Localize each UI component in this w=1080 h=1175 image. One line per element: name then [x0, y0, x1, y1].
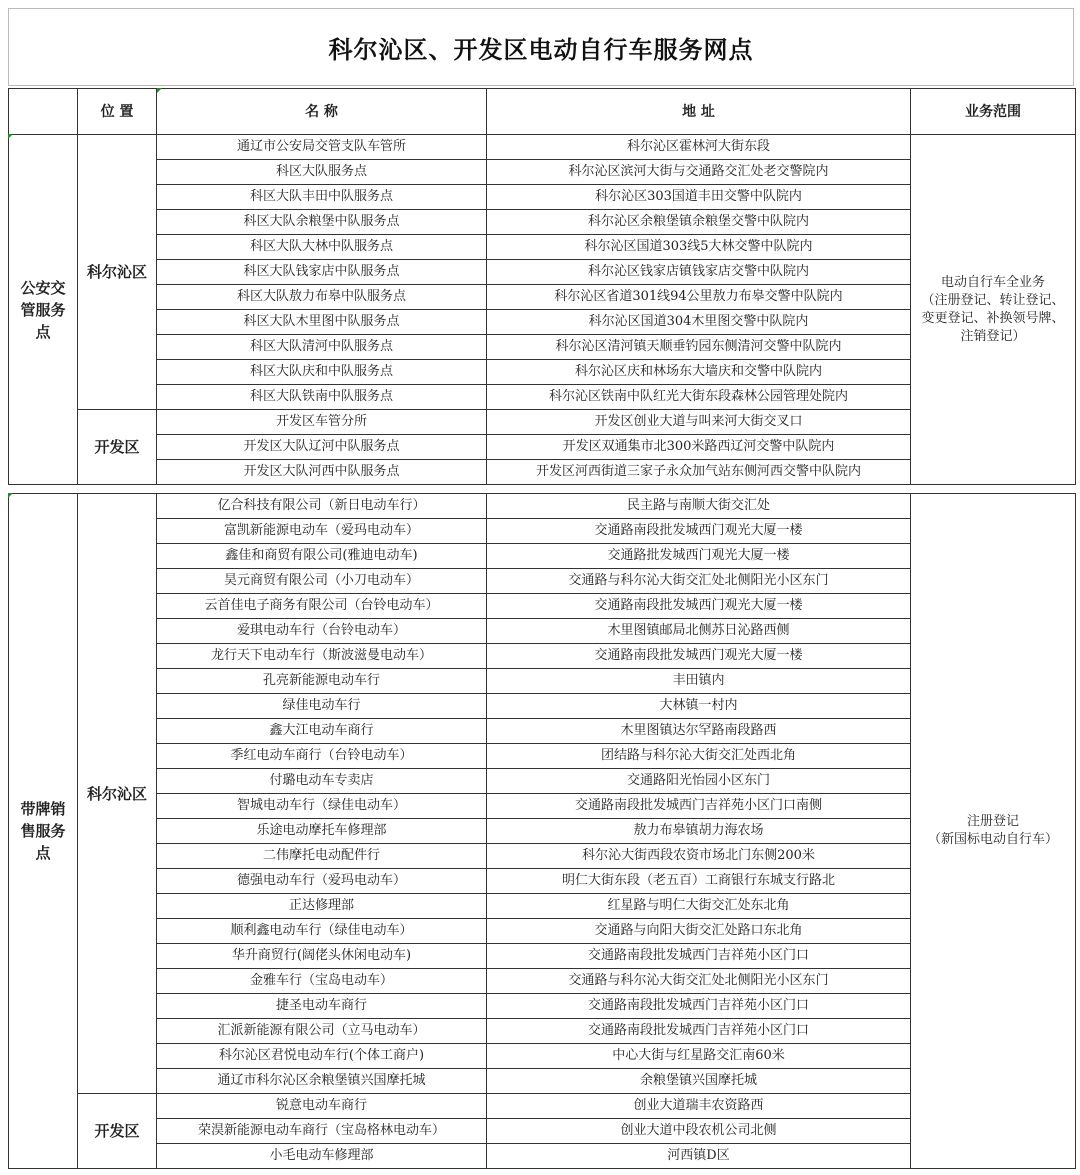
address-cell: 交通路批发城西门观光大厦一楼: [487, 544, 911, 569]
address-cell: 科尔沁区303国道丰田交警中队院内: [487, 185, 911, 210]
name-cell: 乐途电动摩托车修理部: [157, 819, 487, 844]
address-cell: 木里图镇邮局北侧苏日沁路西侧: [487, 619, 911, 644]
address-cell: 开发区双通集市北300米路西辽河交警中队院内: [487, 435, 911, 460]
police-category-cell: [9, 135, 78, 485]
address-cell: 开发区河西街道三家子永众加气站东侧河西交警中队院内: [487, 460, 911, 485]
document-title: 科尔沁区、开发区电动自行车服务网点: [8, 8, 1074, 86]
cell-corner-mark: [8, 493, 13, 498]
address-cell: 交通路南段批发城西门吉祥苑小区门口: [487, 1019, 911, 1044]
address-cell: 余粮堡镇兴国摩托城: [487, 1069, 911, 1094]
name-cell: 季红电动车商行（台铃电动车）: [157, 744, 487, 769]
name-cell: 金雅车行（宝岛电动车）: [157, 969, 487, 994]
name-cell: 爱琪电动车行（台铃电动车）: [157, 619, 487, 644]
cell-corner-mark: [157, 88, 162, 93]
address-cell: 科尔沁区铁南中队红光大街东段森林公园管理处院内: [487, 385, 911, 410]
dealer-service-table: [8, 493, 1076, 1169]
scope-line: 注销登记）: [960, 328, 1026, 344]
address-cell: 科尔沁区清河镇天顺垂钓园东侧清河交警中队院内: [487, 335, 911, 360]
header-name: 名 称: [157, 89, 487, 135]
address-cell: 科尔沁区国道304木里图交警中队院内: [487, 310, 911, 335]
header-category: [9, 89, 78, 135]
header-scope: 业务范围: [911, 89, 1076, 135]
address-cell: 中心大街与红星路交汇南60米: [487, 1044, 911, 1069]
address-cell: 木里图镇达尔罕路南段路西: [487, 719, 911, 744]
header-position: 位 置: [78, 89, 157, 135]
location-cell-kaifa: 开发区: [78, 1094, 157, 1169]
name-cell: 科尔沁区君悦电动车行(个体工商户): [157, 1044, 487, 1069]
name-cell: 正达修理部: [157, 894, 487, 919]
dealers-category-cell: [9, 494, 78, 1169]
address-cell: 团结路与科尔沁大街交汇处西北角: [487, 744, 911, 769]
address-cell: 科尔沁区霍林河大街东段: [487, 135, 911, 160]
address-cell: 敖力布皋镇胡力海农场: [487, 819, 911, 844]
address-cell: 创业大道中段农机公司北侧: [487, 1119, 911, 1144]
name-cell: 科区大队余粮堡中队服务点: [157, 210, 487, 235]
location-cell-kerqin: 科尔沁区: [78, 494, 157, 1094]
table-header: [8, 88, 1076, 135]
name-cell: 绿佳电动车行: [157, 694, 487, 719]
address-cell: 交通路南段批发城西门观光大厦一楼: [487, 519, 911, 544]
table-row: [9, 135, 1076, 160]
location-cell-kaifa: 开发区: [78, 410, 157, 485]
police-scope-cell: [911, 135, 1076, 485]
scope-line: （注册登记、转让登记、: [921, 292, 1065, 308]
address-cell: 河西镇D区: [487, 1144, 911, 1169]
address-cell: 交通路与科尔沁大街交汇处北侧阳光小区东门: [487, 969, 911, 994]
address-cell: 科尔沁区滨河大街与交通路交汇处老交警院内: [487, 160, 911, 185]
name-cell: 科区大队铁南中队服务点: [157, 385, 487, 410]
name-cell: 富凯新能源电动车（爱玛电动车）: [157, 519, 487, 544]
location-cell-kerqin: 科尔沁区: [78, 135, 157, 410]
name-cell: 智城电动车行（绿佳电动车）: [157, 794, 487, 819]
table-row: [9, 494, 1076, 519]
address-cell: 交通路南段批发城西门吉祥苑小区门口: [487, 994, 911, 1019]
name-cell: 开发区车管分所: [157, 410, 487, 435]
address-cell: 交通路南段批发城西门观光大厦一楼: [487, 644, 911, 669]
name-cell: 科区大队钱家店中队服务点: [157, 260, 487, 285]
name-cell: 通辽市科尔沁区余粮堡镇兴国摩托城: [157, 1069, 487, 1094]
address-cell: 民主路与南顺大街交汇处: [487, 494, 911, 519]
name-cell: 科区大队服务点: [157, 160, 487, 185]
header-row: [9, 89, 1076, 135]
address-cell: 科尔沁区国道303线5大林交警中队院内: [487, 235, 911, 260]
name-cell: 科区大队敖力布皋中队服务点: [157, 285, 487, 310]
scope-line: 变更登记、补换领号牌、: [921, 310, 1065, 326]
name-cell: 汇派新能源有限公司（立马电动车）: [157, 1019, 487, 1044]
address-cell: 创业大道瑞丰农资路西: [487, 1094, 911, 1119]
address-cell: 科尔沁区钱家店镇钱家店交警中队院内: [487, 260, 911, 285]
scope-line: 电动自行车全业务: [940, 274, 1045, 290]
name-cell: 科区大队清河中队服务点: [157, 335, 487, 360]
address-cell: 交通路南段批发城西门吉祥苑小区门口: [487, 944, 911, 969]
category-label: 公安交管服务点: [20, 278, 66, 341]
address-cell: 科尔沁大街西段农资市场北门东侧200米: [487, 844, 911, 869]
name-cell: 顺利鑫电动车行（绿佳电动车）: [157, 919, 487, 944]
address-cell: 明仁大街东段（老五百）工商银行东城支行路北: [487, 869, 911, 894]
name-cell: 荣淏新能源电动车商行（宝岛格林电动车）: [157, 1119, 487, 1144]
dealers-scope-cell: [911, 494, 1076, 1169]
category-label: 带牌销售服务点: [20, 800, 66, 862]
address-cell: 大林镇一村内: [487, 694, 911, 719]
name-cell: 鑫大江电动车商行: [157, 719, 487, 744]
name-cell: 付璐电动车专卖店: [157, 769, 487, 794]
scope-line: （新国标电动自行车）: [927, 832, 1058, 847]
name-cell: 通辽市公安局交管支队车管所: [157, 135, 487, 160]
name-cell: 开发区大队辽河中队服务点: [157, 435, 487, 460]
name-cell: 科区大队庆和中队服务点: [157, 360, 487, 385]
name-cell: 云首佳电子商务有限公司（台铃电动车）: [157, 594, 487, 619]
header-address: 地 址: [487, 89, 911, 135]
name-cell: 科区大队大林中队服务点: [157, 235, 487, 260]
name-cell: 亿合科技有限公司（新日电动车行）: [157, 494, 487, 519]
address-cell: 丰田镇内: [487, 669, 911, 694]
address-cell: 科尔沁区庆和林场东大墙庆和交警中队院内: [487, 360, 911, 385]
name-cell: 捷圣电动车商行: [157, 994, 487, 1019]
police-service-table: [8, 134, 1076, 485]
name-cell: 鑫佳和商贸有限公司(雅迪电动车): [157, 544, 487, 569]
name-cell: 华升商贸行(阔佬头休闲电动车): [157, 944, 487, 969]
address-cell: 交通路与科尔沁大街交汇处北侧阳光小区东门: [487, 569, 911, 594]
name-cell: 科区大队丰田中队服务点: [157, 185, 487, 210]
cell-corner-mark: [8, 134, 13, 139]
address-cell: 交通路南段批发城西门吉祥苑小区门口南侧: [487, 794, 911, 819]
address-cell: 交通路阳光怡园小区东门: [487, 769, 911, 794]
address-cell: 交通路南段批发城西门观光大厦一楼: [487, 594, 911, 619]
name-cell: 开发区大队河西中队服务点: [157, 460, 487, 485]
address-cell: 红星路与明仁大街交汇处东北角: [487, 894, 911, 919]
name-cell: 孔亮新能源电动车行: [157, 669, 487, 694]
address-cell: 开发区创业大道与叫来河大街交叉口: [487, 410, 911, 435]
name-cell: 科区大队木里图中队服务点: [157, 310, 487, 335]
name-cell: 二伟摩托电动配件行: [157, 844, 487, 869]
name-cell: 德强电动车行（爱玛电动车）: [157, 869, 487, 894]
name-cell: 小毛电动车修理部: [157, 1144, 487, 1169]
name-cell: 昊元商贸有限公司（小刀电动车）: [157, 569, 487, 594]
address-cell: 交通路与向阳大街交汇处路口东北角: [487, 919, 911, 944]
address-cell: 科尔沁区省道301线94公里敖力布皋交警中队院内: [487, 285, 911, 310]
name-cell: 龙行天下电动车行（斯波滋曼电动车）: [157, 644, 487, 669]
name-cell: 锐意电动车商行: [157, 1094, 487, 1119]
address-cell: 科尔沁区余粮堡镇余粮堡交警中队院内: [487, 210, 911, 235]
scope-line: 注册登记: [966, 814, 1019, 829]
